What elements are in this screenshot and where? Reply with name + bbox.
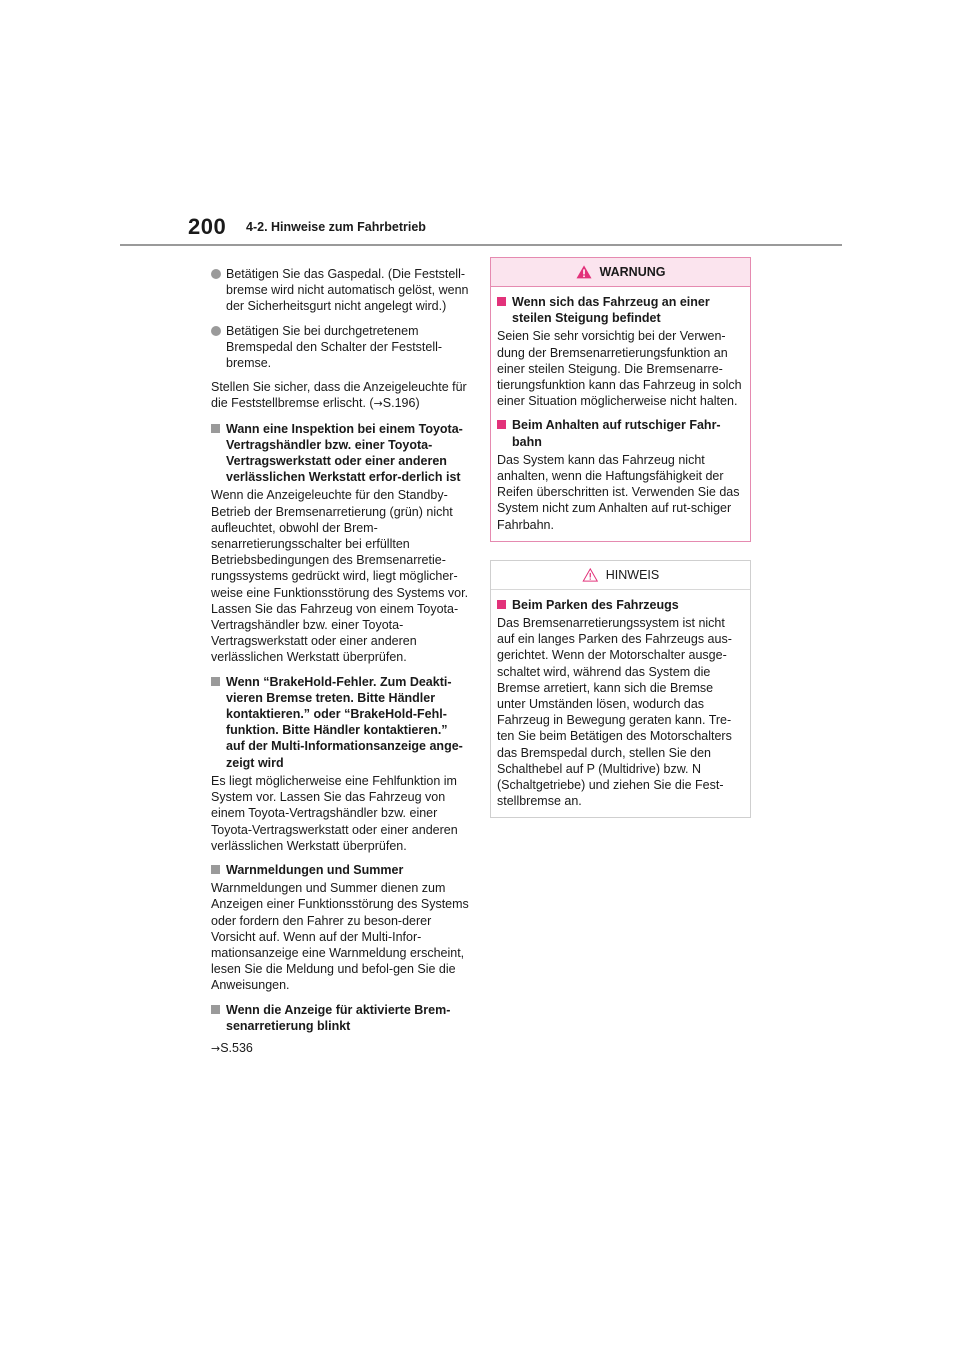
section-heading	[211, 1002, 469, 1034]
warning-item-body: Seien Sie sehr vorsichtig bei der Verwen-dung der Bremsenarretierungsfunktion an einer steilen Steigung. Die Bremsenarre-tierungsfunktion kann das Fahrzeug in solch einer Situation möglicherweise nicht halten.	[497, 329, 742, 409]
note-box-body	[491, 590, 750, 818]
section-heading	[211, 421, 469, 486]
section-heading	[211, 862, 469, 878]
square-marker-icon	[497, 600, 506, 609]
section-reference	[211, 1040, 469, 1057]
warning-box	[490, 257, 751, 542]
arrow-right-icon: →	[211, 1041, 221, 1055]
page-reference-link[interactable]: S.536	[220, 1040, 253, 1055]
square-marker-icon	[211, 677, 220, 686]
section-title: 4-2. Hinweise zum Fahrbetrieb	[246, 220, 426, 234]
note-item-heading	[497, 597, 744, 613]
bullet-text: Betätigen Sie bei durchgetretenem Bremspedal den Schalter der Feststell-bremse.	[226, 323, 443, 371]
note-item-heading-text: Beim Parken des Fahrzeugs	[512, 597, 679, 612]
circle-bullet-icon	[211, 269, 221, 279]
warning-item-heading-text: Wenn sich das Fahrzeug an einer steilen Steigung befindet	[512, 295, 710, 326]
note-box-header	[491, 561, 750, 590]
warning-item-heading-text: Beim Anhalten auf rutschiger Fahr-bahn	[512, 418, 721, 449]
square-marker-icon	[211, 1005, 220, 1014]
section-body: Wenn die Anzeigeleuchte für den Standby-Betrieb der Bremsenarretierung (grün) nicht aufleuchtet, obwohl der Brem-senarretierungsschalter bei erfüllten Betriebsbedingungen des Bremsenarretie-rungssystems gedrückt wird, liegt möglicher-weise eine Funktionsstörung des Systems vor. Lassen Sie das Fahrzeug von einem Toyota-Vertragshändler bzw. einer Toyota-Vertragswerkstatt oder einer anderen verlässlichen Werkstatt überprüfen.	[211, 488, 469, 665]
section-heading-text: Wenn “BrakeHold-Fehler. Zum Deakti-vieren Bremse treten. Bitte Händler kontaktieren.” oder “BrakeHold-Fehl-funktion. Bitte Händler kontaktieren.” auf der Multi-Informationsanzeige ange-zeigt wird	[226, 674, 463, 770]
bullet-text: Betätigen Sie das Gaspedal. (Die Feststell-bremse wird nicht automatisch gelöst, wenn der Sicherheitsgurt nicht angelegt wird.)	[226, 267, 469, 314]
warning-item-heading	[497, 294, 744, 326]
paragraph-text: Stellen Sie sicher, dass die Anzeigeleuchte für die Feststellbremse erlischt. (	[211, 380, 467, 411]
page-number: 200	[188, 214, 227, 239]
right-column	[490, 257, 751, 836]
note-box-title: HINWEIS	[605, 567, 660, 582]
square-marker-icon	[497, 420, 506, 429]
section-heading-text: Warnmeldungen und Summer	[226, 862, 404, 877]
section-body: Es liegt möglicherweise eine Fehlfunktion im System vor. Lassen Sie das Fahrzeug von einem Toyota-Vertragshändler bzw. einer Toyota-Vertragswerkstatt oder einer anderen verlässlichen Werkstatt überprüfen.	[211, 773, 458, 853]
left-column	[211, 266, 469, 1065]
warning-box-body	[491, 287, 750, 541]
section-heading	[211, 674, 469, 771]
warning-triangle-icon	[576, 265, 592, 279]
caution-triangle-outline-icon	[582, 568, 598, 582]
section-heading-text: Wenn die Anzeige für aktivierte Brem-senarretierung blinkt	[226, 1002, 451, 1033]
bullet-item	[211, 266, 469, 315]
header-rule	[120, 244, 842, 246]
arrow-right-icon: →	[373, 397, 383, 411]
note-item-body: Das Bremsenarretierungssystem ist nicht auf ein langes Parken des Fahrzeugs aus-gerichtet. Wenn der Motorschalter ausge-schaltet wird, während das System die Bremse arretiert, kann sich die Bremse unter Umständen lösen, wodurch das Fahrzeug in Bewegung geraten kann. Tre-ten Sie beim Betätigen des Motorschalters das Bremspedal durch, stellen Sie den Schalthebel auf P (Multidrive) bzw. N (Schaltgetriebe) und ziehen Sie die Fest-stellbremse an.	[497, 616, 732, 809]
square-marker-icon	[497, 297, 506, 306]
page-reference-link[interactable]: S.196)	[382, 396, 420, 411]
bullet-item	[211, 323, 469, 372]
warning-box-header	[491, 258, 750, 287]
section-body: Warnmeldungen und Summer dienen zum Anzeigen einer Funktionsstörung des Systems oder fordern den Fahrer zu beson-derer Vorsicht auf. Wenn auf der Multi-Infor-mationsanzeige eine Warnmeldung erscheint, lesen Sie die Meldung und befol-gen Sie die Anweisungen.	[211, 881, 469, 993]
warning-item-body: Das System kann das Fahrzeug nicht anhalten, wenn die Haftungsfähigkeit der Reifen überschritten ist. Verwenden Sie das System nicht zum Anhalten auf rut-schiger Fahrbahn.	[497, 452, 740, 532]
warning-item-heading	[497, 417, 744, 449]
square-marker-icon	[211, 424, 220, 433]
section-heading-text: Wann eine Inspektion bei einem Toyota-Vertragshändler bzw. einer Toyota-Vertragswerkstatt oder einer anderen verlässlichen Werkstatt erfor-derlich ist	[226, 421, 463, 485]
indicator-check-paragraph	[211, 379, 469, 412]
circle-bullet-icon	[211, 326, 221, 336]
square-marker-icon	[211, 865, 220, 874]
warning-box-title: WARNUNG	[599, 264, 666, 279]
note-box	[490, 560, 751, 819]
